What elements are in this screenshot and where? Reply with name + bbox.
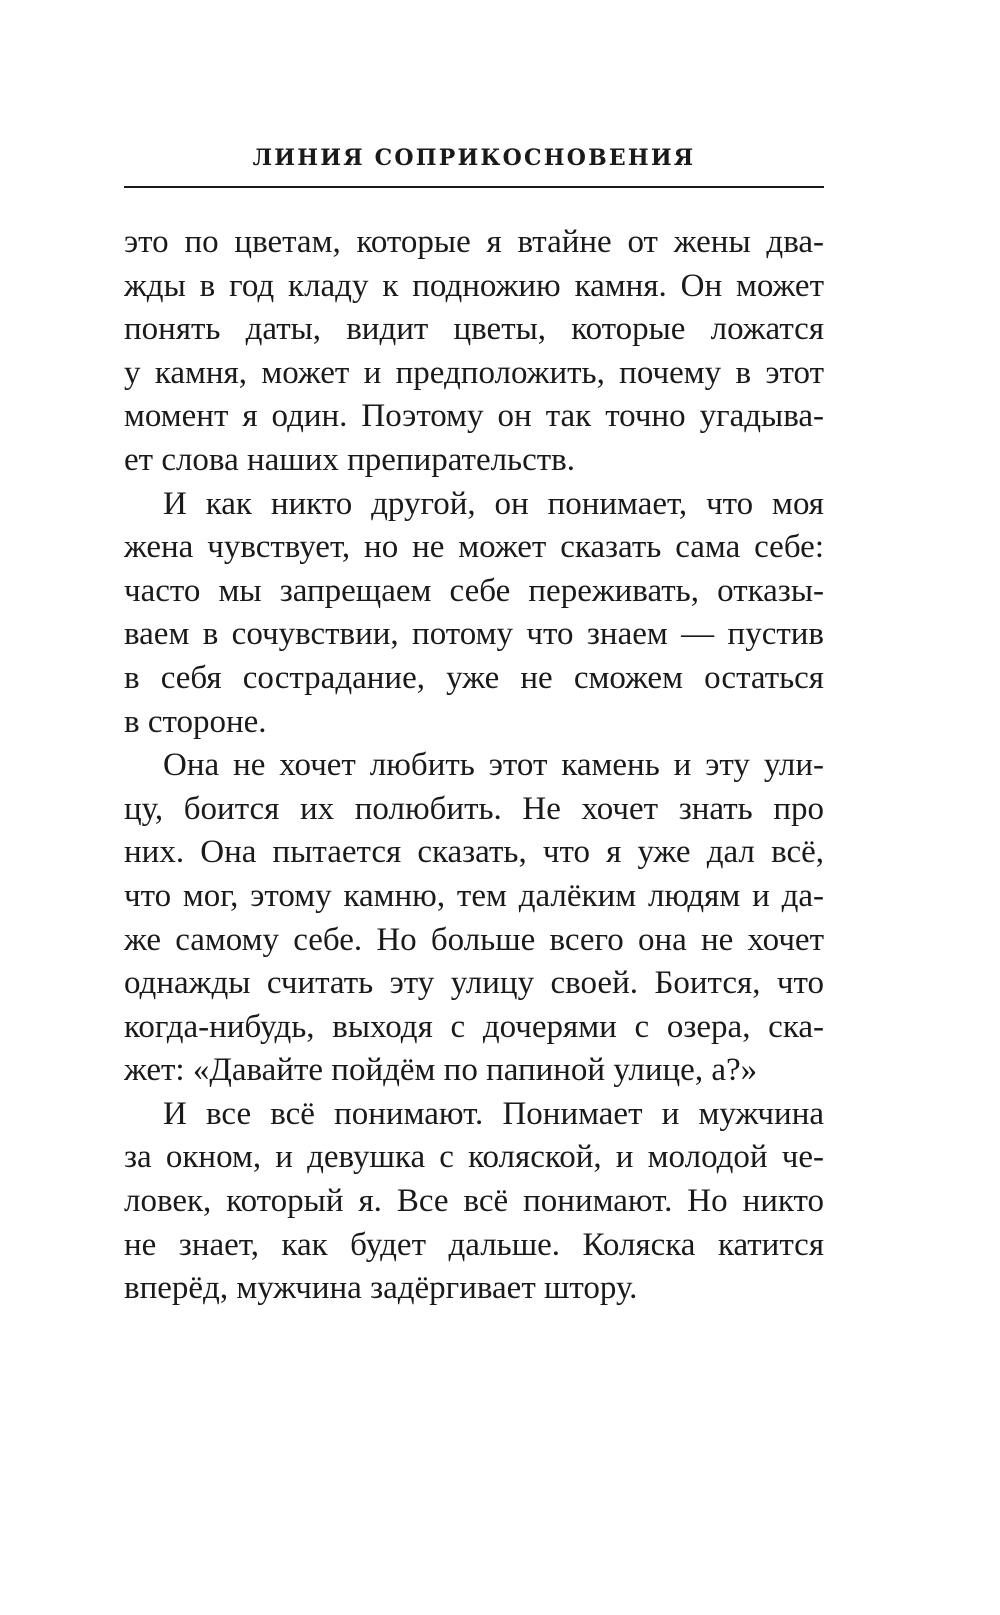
running-header: ЛИНИЯ СОПРИКОСНОВЕНИЯ bbox=[252, 145, 696, 171]
text-line: у камня, может и предположить, почему в этот bbox=[124, 354, 824, 391]
text-line: ловек, который я. Все всё понимают. Но никто bbox=[124, 1183, 824, 1220]
body-text bbox=[124, 221, 824, 1311]
text-line: ваем в сочувствии, потому что знаем — пустив bbox=[124, 616, 824, 653]
text-line: жена чувствует, но не может сказать сама себе: bbox=[124, 529, 824, 566]
text-line: же самому себе. Но больше всего она не хочет bbox=[124, 921, 824, 958]
text-line: них. Она пытается сказать, что я уже дал всё, bbox=[124, 834, 824, 871]
text-line: понять даты, видит цветы, которые ложатся bbox=[124, 311, 824, 348]
text-line: когда-нибудь, выходя с дочерями с озера, ска- bbox=[124, 1008, 824, 1045]
text-line: момент я один. Поэтому он так точно угадыва- bbox=[124, 398, 824, 435]
text-line: жет: «Давайте пойдём по папиной улице, а?» bbox=[124, 1052, 758, 1089]
header-rule bbox=[124, 186, 824, 188]
text-line: жды в год кладу к подножию камня. Он может bbox=[124, 267, 824, 304]
text-line: часто мы запрещаем себе переживать, отказы- bbox=[124, 572, 824, 609]
text-line: не знает, как будет дальше. Коляска катится bbox=[124, 1226, 824, 1263]
text-line: ет слова наших препирательств. bbox=[124, 441, 576, 478]
text-line: в стороне. bbox=[124, 703, 267, 740]
text-line: что мог, этому камню, тем далёким людям и да- bbox=[124, 877, 824, 914]
text-line: в себя сострадание, уже не сможем остаться bbox=[124, 659, 824, 696]
text-line: цу, боится их полюбить. Не хочет знать про bbox=[124, 790, 824, 827]
text-line: однажды считать эту улицу своей. Боится, что bbox=[124, 965, 824, 1002]
text-line: И как никто другой, он понимает, что моя bbox=[163, 485, 824, 522]
text-line: за окном, и девушка с коляской, и молодой че- bbox=[124, 1139, 824, 1176]
text-line: И все всё понимают. Понимает и мужчина bbox=[163, 1095, 824, 1132]
text-line: вперёд, мужчина задёргивает штору. bbox=[124, 1270, 638, 1307]
text-line: Она не хочет любить этот камень и эту ули- bbox=[163, 747, 824, 784]
text-line: это по цветам, которые я втайне от жены два- bbox=[124, 224, 824, 260]
